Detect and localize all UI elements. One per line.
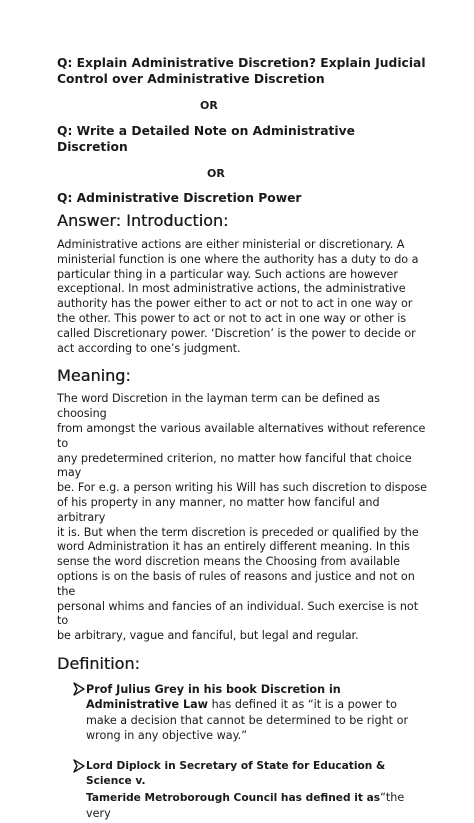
paragraph-line: word Administration it has an entirely different meaning. In this (57, 540, 410, 554)
bullet-text: “the very (86, 790, 405, 821)
document-page (57, 55, 427, 823)
bullet-bold-text: Tameride Metroborough Council has defined it as (86, 791, 381, 804)
meaning-paragraph (57, 392, 427, 644)
bullet-line: make a decision that cannot be determined to be right or (86, 713, 409, 727)
paragraph-line: called Discretionary power. ‘Discretion’ is the power to decide or (57, 326, 416, 340)
bullet-line (86, 697, 427, 713)
definition-bullet-1 (57, 682, 427, 744)
introduction-paragraph (57, 238, 427, 356)
or-separator-1: OR (200, 99, 218, 112)
bullet-line (86, 790, 427, 823)
introduction-heading: Answer: Introduction: (57, 211, 229, 230)
paragraph-line: the other. This power to act or not to act in one way or other is (57, 311, 407, 325)
question-2: Q: Write a Detailed Note on Administrative Discretion (57, 124, 355, 154)
paragraph-line: exceptional. In most administrative actions, the administrative (57, 282, 406, 296)
paragraph-line: personal whims and fancies of an individual. Such exercise is not to (57, 599, 419, 628)
meaning-heading: Meaning: (57, 366, 131, 386)
paragraph-line: ministerial function is one where the authority has a duty to do a (57, 252, 419, 266)
bullet-bold-text: Prof Julius Grey in his book Discretion in (86, 682, 341, 696)
bullet-line: wrong in any objective way.” (86, 729, 247, 743)
question-1-line-1: Q: Explain Administrative Discretion? Explain Judicial (57, 56, 426, 70)
paragraph-line: from amongst the various available alternatives without reference to (57, 421, 426, 450)
bullet-bold-text: Administrative Law (86, 698, 209, 712)
paragraph-line: particular thing in a particular way. Such actions are however (57, 267, 398, 281)
or-separator-2: OR (207, 167, 225, 180)
paragraph-line: be arbitrary, vague and fanciful, but legal and regular. (57, 629, 359, 643)
arrow-bullet-icon (73, 682, 85, 696)
paragraph-line: any predetermined criterion, no matter how fanciful that choice may (57, 451, 412, 480)
question-1-line-2: Control over Administrative Discretion (57, 72, 325, 86)
question-3: Q: Administrative Discretion Power (57, 191, 302, 205)
definition-bullet-2 (57, 759, 427, 823)
bullet-bold-text: Lord Diplock in Secretary of State for Education & Science v. (86, 759, 386, 788)
paragraph-line: be. For e.g. a person writing his Will has such discretion to dispose (57, 481, 427, 495)
paragraph-line: The word Discretion in the layman term can be defined as choosing (57, 392, 380, 421)
paragraph-line: options is on the basis of rules of reasons and justice and not on the (57, 569, 415, 598)
paragraph-line: sense the word discretion means the Choosing from available (57, 555, 400, 569)
paragraph-line: it is. But when the term discretion is preceded or qualified by the (57, 525, 419, 539)
paragraph-line: authority has the power either to act or not to act in one way or (57, 297, 413, 311)
definition-heading: Definition: (57, 653, 140, 673)
paragraph-line: of his property in any manner, no matter how fanciful and arbitrary (57, 495, 380, 524)
paragraph-line: Administrative actions are either ministerial or discretionary. A (57, 238, 405, 251)
paragraph-line: act according to one’s judgment. (57, 341, 241, 355)
arrow-bullet-icon (73, 759, 85, 773)
bullet-text: has defined it as “it is a power to (208, 698, 397, 712)
